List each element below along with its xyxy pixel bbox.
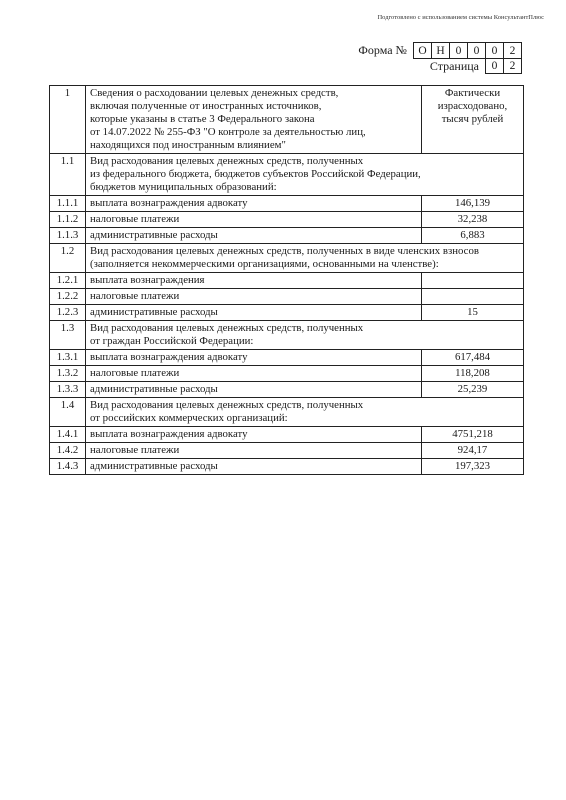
table-row xyxy=(50,382,524,398)
row-number: 1.2.1 xyxy=(50,273,86,289)
section-row xyxy=(50,321,524,350)
table-title: Сведения о расходовании целевых денежных средств, включая полученные от иностранных источников, которые указаны в статье 3 Федерального закона от 14.07.2022 № 255-ФЗ "О контроле за деятельностью лиц, находящихся под иностранным влиянием" xyxy=(86,86,422,154)
form-number-cell: Н xyxy=(432,42,450,59)
row-value: 6,883 xyxy=(422,228,524,244)
form-number-cell: 0 xyxy=(486,42,504,59)
row-number: 1.2.2 xyxy=(50,289,86,305)
form-number-cell: 2 xyxy=(504,42,522,59)
row-value xyxy=(422,273,524,289)
row-value xyxy=(422,289,524,305)
row-description: административные расходы xyxy=(86,305,422,321)
row-number: 1.4 xyxy=(50,398,86,427)
row-number: 1 xyxy=(50,86,86,154)
row-number: 1.2 xyxy=(50,244,86,273)
expenditure-table xyxy=(49,85,524,475)
page-number-cell: 2 xyxy=(504,58,522,74)
section-row xyxy=(50,154,524,196)
row-description: налоговые платежи xyxy=(86,289,422,305)
section-description: Вид расходования целевых денежных средств, полученных от российских коммерческих организаций: xyxy=(86,398,524,427)
row-number: 1.1.3 xyxy=(50,228,86,244)
table-row xyxy=(50,443,524,459)
form-number-cell: 0 xyxy=(468,42,486,59)
table-row xyxy=(50,196,524,212)
section-description: Вид расходования целевых денежных средств, полученных в виде членских взносов (заполняется некоммерческими организациями, основанными на членстве): xyxy=(86,244,524,273)
table-row xyxy=(50,427,524,443)
page-number-cells xyxy=(485,58,522,74)
row-description: налоговые платежи xyxy=(86,443,422,459)
row-value: 146,139 xyxy=(422,196,524,212)
row-number: 1.1.2 xyxy=(50,212,86,228)
row-description: выплата вознаграждения адвокату xyxy=(86,427,422,443)
table-row xyxy=(50,228,524,244)
table-row xyxy=(50,366,524,382)
form-number xyxy=(358,42,522,59)
row-number: 1.3 xyxy=(50,321,86,350)
table-row xyxy=(50,350,524,366)
row-description: выплата вознаграждения xyxy=(86,273,422,289)
form-number-label: Форма № xyxy=(358,43,407,57)
row-number: 1.2.3 xyxy=(50,305,86,321)
row-number: 1.1 xyxy=(50,154,86,196)
row-number: 1.4.1 xyxy=(50,427,86,443)
row-number: 1.1.1 xyxy=(50,196,86,212)
form-number-cell: О xyxy=(413,42,432,59)
row-value: 25,239 xyxy=(422,382,524,398)
row-value: 32,238 xyxy=(422,212,524,228)
form-number-cells xyxy=(413,42,522,59)
table-row xyxy=(50,459,524,475)
section-row xyxy=(50,398,524,427)
row-description: налоговые платежи xyxy=(86,212,422,228)
row-value: 15 xyxy=(422,305,524,321)
row-description: административные расходы xyxy=(86,228,422,244)
row-number: 1.3.3 xyxy=(50,382,86,398)
table-row xyxy=(50,212,524,228)
page-number-cell: 0 xyxy=(485,58,504,74)
table-row xyxy=(50,305,524,321)
row-value: 197,323 xyxy=(422,459,524,475)
header-note: Подготовлено с использованием системы КонсультантПлюс xyxy=(377,14,544,21)
row-description: выплата вознаграждения адвокату xyxy=(86,196,422,212)
table-row xyxy=(50,289,524,305)
row-number: 1.3.2 xyxy=(50,366,86,382)
row-description: выплата вознаграждения адвокату xyxy=(86,350,422,366)
value-column-header: Фактически израсходовано, тысяч рублей xyxy=(422,86,524,154)
row-value: 924,17 xyxy=(422,443,524,459)
row-value: 617,484 xyxy=(422,350,524,366)
form-number-cell: 0 xyxy=(450,42,468,59)
row-description: административные расходы xyxy=(86,459,422,475)
table-row xyxy=(50,273,524,289)
row-number: 1.3.1 xyxy=(50,350,86,366)
row-description: налоговые платежи xyxy=(86,366,422,382)
row-description: административные расходы xyxy=(86,382,422,398)
row-value: 4751,218 xyxy=(422,427,524,443)
section-row xyxy=(50,244,524,273)
row-value: 118,208 xyxy=(422,366,524,382)
page-number-label: Страница xyxy=(429,58,479,73)
page-number xyxy=(430,58,522,74)
section-description: Вид расходования целевых денежных средств, полученных из федерального бюджета, бюджетов субъектов Российской Федерации, бюджетов муниципальных образований: xyxy=(86,154,524,196)
row-number: 1.4.3 xyxy=(50,459,86,475)
table-header-row xyxy=(50,86,524,154)
section-description: Вид расходования целевых денежных средств, полученных от граждан Российской Федерации: xyxy=(86,321,524,350)
row-number: 1.4.2 xyxy=(50,443,86,459)
